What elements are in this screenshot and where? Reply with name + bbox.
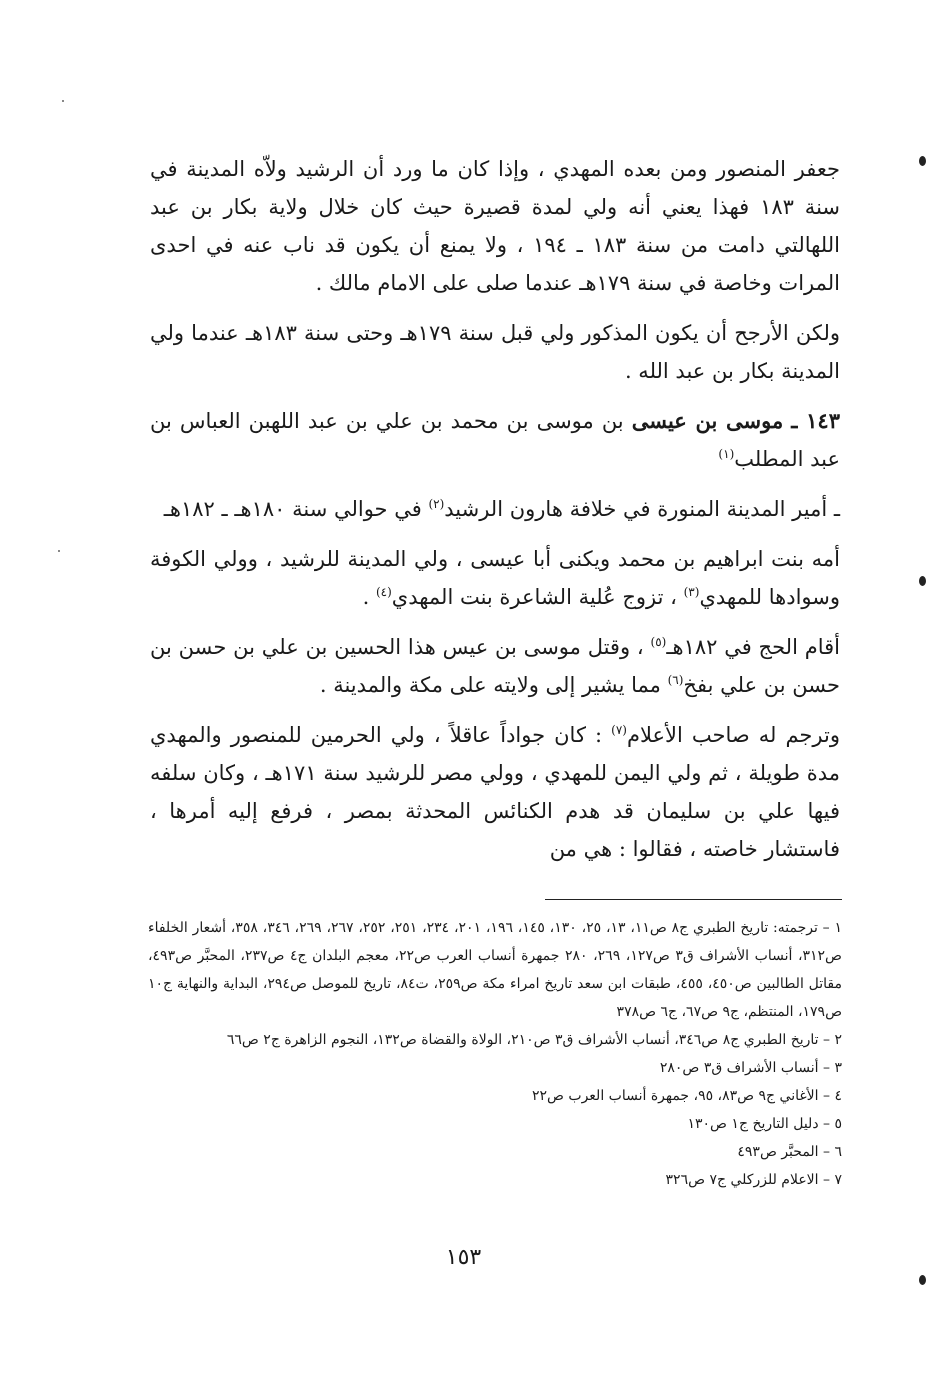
footnote: ٦ – المحبَّر ص٤٩٣: [737, 1144, 842, 1160]
scan-speck: [62, 100, 64, 102]
footnote-marker: (٧): [611, 723, 627, 737]
margin-bullet-1: [919, 156, 926, 166]
footnote: ١ – ترجمته: تاريخ الطبري ج٨ ص١١، ١٣، ٢٥، ١٣٠، ١٤٥، ١٩٦، ٢٠١، ٢٣٤، ٢٥١، ٢٥٢، ٢٦٧، ٢٦٩، ٣٤٦، ٣٥٨، أشعار الخلفاء ص٣١٢، أنساب الأشراف ق٣ ص١٢٧، ٢٦٩، ٢٨٠ جمهرة أنساب العرب ص٢٢، معجم البلدان ج٤ ص٢٣٧، المحبَّر ص٤٩٣، مقاتل الطالبين ص٤٥٠، ٤٥٥، طبقات ابن سعد تاريخ امراء مكة ص٢٥٩، ت٨٤، تاريخ للموصل ص٢٩٤، البداية والنهاية ج١٠ ص١٧٩، المنتظم، ج٩ ص٦٧، ج٦ ص٣٧٨: [148, 920, 843, 1020]
entry-number: ١٤٣ ـ: [791, 408, 840, 433]
main-text: [150, 150, 840, 880]
footnote-marker: (٦): [667, 673, 684, 687]
text-run: مما يشير إلى ولايته على مكة والمدينة .: [319, 673, 668, 697]
entry-name: موسى بن عيسى: [631, 408, 784, 433]
footnote: ٧ – الاعلام للزركلي ج٧ ص٣٢٦: [665, 1172, 842, 1188]
footnote-marker: (٢): [428, 497, 445, 511]
footnote-marker: (٣): [683, 585, 700, 599]
footnote-marker: (١): [718, 447, 735, 461]
text-run: : كان جواداً عاقلاً ، ولي الحرمين للمنصور والمهدي مدة طويلة ، ثم ولي اليمن للمهدي ، وولي مصر للرشيد سنة ١٧١هـ ، وكان سلفه فيها علي بن سليمان قد هدم الكنائس المحدثة بمصر ، فرفع إليه أمرها ، فاستشار خاصته ، فقالوا : هي من: [150, 723, 841, 861]
footnote: ٢ – تاريخ الطبري ج٨ ص٣٤٦، أنساب الأشراف ق٣ ص٢١٠، الولاة والقضاة ص١٣٢، النجوم الزاهرة ج٢ ص٦٦: [226, 1032, 842, 1048]
margin-bullet-3: [919, 1275, 926, 1285]
page-number: ١٥٣: [445, 1245, 482, 1270]
text-run: ، تزوج عُلية الشاعرة بنت المهدي: [391, 585, 684, 609]
paragraph: [150, 540, 840, 616]
text-run: في حوالي سنة ١٨٠هـ ـ ١٨٢هـ: [163, 497, 429, 521]
paragraph: ولكن الأرجح أن يكون المذكور ولي قبل سنة ١٧٩هـ وحتى سنة ١٨٣هـ عندما ولي المدينة بكار بن عبد الله .: [150, 321, 840, 383]
text-run: أقام الحج في ١٨٢هـ: [666, 635, 840, 659]
paragraph: [150, 490, 840, 528]
footnotes: [148, 914, 842, 1194]
margin-bullet-2: [919, 576, 926, 586]
footnote-marker: (٥): [650, 635, 667, 649]
scan-speck: [58, 550, 60, 552]
footnote: ٣ – أنساب الأشراف ق٣ ص٢٨٠: [659, 1060, 842, 1076]
footnote-marker: (٤): [375, 585, 392, 599]
text-run: وترجم له صاحب الأعلام: [626, 723, 840, 747]
entry-heading-paragraph: [150, 402, 840, 478]
text-run: .: [362, 585, 376, 609]
text-run: أمه بنت ابراهيم بن محمد ويكنى أبا عيسى ، ولي المدينة للرشيد ، وولي الكوفة وسوادها للمهدي: [150, 547, 840, 609]
footnote: ٥ – دليل التاريخ ج١ ص١٣٠: [687, 1116, 842, 1132]
paragraph: [150, 628, 840, 704]
text-run: ، وقتل موسى بن عيس هذا الحسين بن علي بن حسن بن حسن بن علي بفخ: [150, 635, 840, 697]
text-run: ـ أمير المدينة المنورة في خلافة هارون الرشيد: [444, 497, 840, 521]
footnote-separator: [545, 899, 842, 900]
footnote: ٤ – الأغاني ج٩ ص٨٣، ٩٥، جمهرة أنساب العرب ص٢٢: [531, 1088, 842, 1104]
paragraph: [150, 716, 840, 868]
paragraph: جعفر المنصور ومن بعده المهدي ، وإذا كان ما ورد أن الرشيد ولاّه المدينة في سنة ١٨٣ فهذا يعني أنه ولي لمدة قصيرة حيث كان خلال ولاية بكار بن عبد اللهالتي دامت من سنة ١٨٣ ـ ١٩٤ ، ولا يمنع أن يكون قد ناب عنه في احدى المرات وخاصة في سنة ١٧٩هـ عندما صلى على الامام مالك .: [150, 157, 840, 295]
entry-lineage: بن موسى بن محمد بن علي بن عبد اللهبن العباس بن عبد المطلب: [150, 409, 840, 471]
